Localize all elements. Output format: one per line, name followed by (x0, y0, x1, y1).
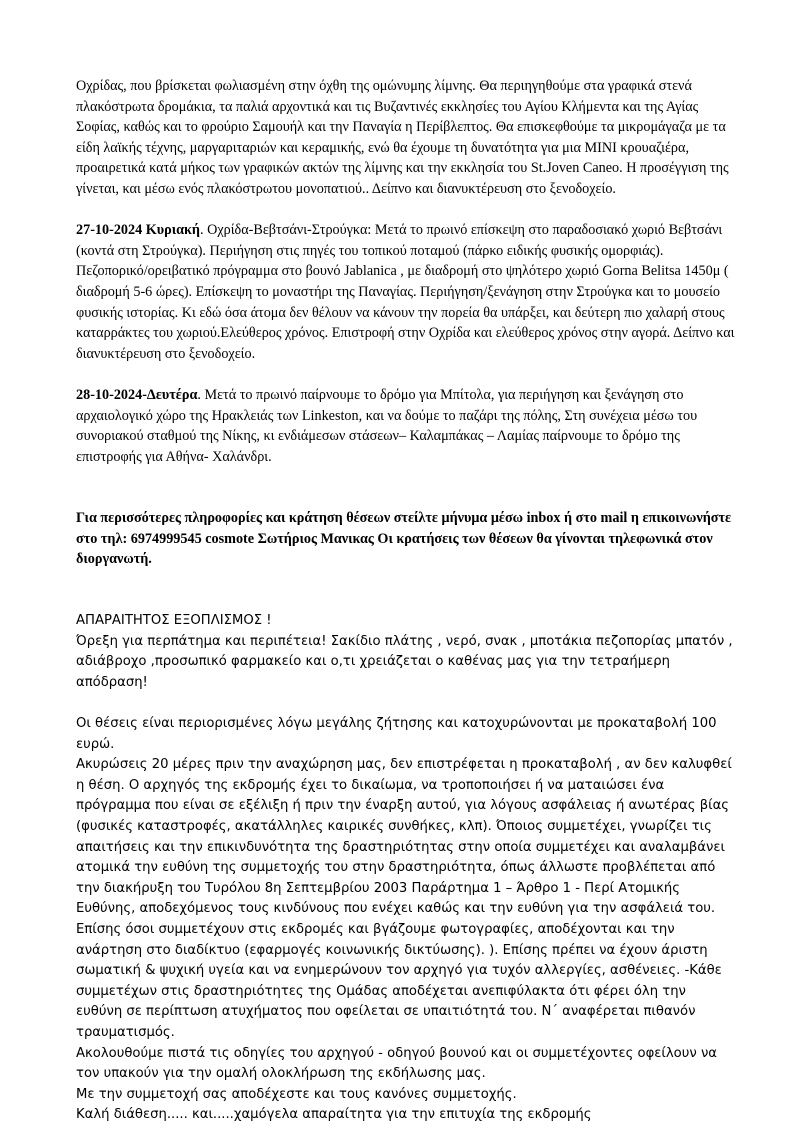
contact-paragraph (76, 508, 736, 570)
day2-date: 27-10-2024 Κυριακή (76, 222, 200, 239)
terms-accept: Με την συμμετοχή σας αποδέχεστε και τους κανόνες συμμετοχής. (76, 1086, 517, 1102)
day3-text: . Μετά το πρωινό παίρνουμε το δρόμο για Μπίτολα, για περιήγηση και ξενάγηση στο αρχαιολογικό χώρο της Ηρακλειάς των Linkeston, και να δούμε το παζάρι της πόλης, Στη συνέχεια μέσω του συνοριακού σταθμού της Νίκης, κι ενδιάμεσων στάσεων– Καλαμπάκας – Λαμίας παίρνουμε το δρόμο της επιστροφής για Αθήνα- Χαλάνδρι. (76, 386, 698, 465)
terms-cancellation: Ακυρώσεις 20 μέρες πριν την αναχώρηση μας, δεν επιστρέφεται η προκαταβολή , αν δεν καλυφθεί η θέση. Ο αρχηγός της εκδρομής έχει το δικαίωμα, να τροποποιήσει ή να ματαιώσει ένα πρόγραμμα που είναι σε εξέλιξη ή πριν την έναρξη αυτού, για λόγους ασφάλειας ή ανωτέρας βίας (φυσικές καταστροφές, ακατάλληλες καιρικές συνθήκες, κλπ). Όποιος συμμετέχει, γνωρίζει τις απαιτήσεις και την επικινδυνότητα της δραστηριότητας στην οποία συμμετέχει και αναλαμβάνει ατομικά την ευθύνη της συμμετοχής του στην δραστηριότητα, όπως άλλωστε προβλέπεται από την διακήρυξη του Τυρόλου 8η Σεπτεμβρίου 2003 Παράρτημα 1 – Άρθρο 1 - Περί Ατομικής Ευθύνης, αποδεχόμενος τους κινδύνους που ενέχει καθώς και την ευθύνη για την ασφάλειά του. Επίσης όσοι συμμετέχουν στις εκδρομές και βγάζουμε φωτογραφίες, αποδέχονται και την ανάρτηση στο διαδίκτυο (εφαρμογές κοινωνικής δικτύωσης). ). Επίσης πρέπει να έχουν άριστη σωματική & ψυχική υγεία και να ενημερώνουν τον αρχηγό για τυχόν αλλεργίες, ασθένειες. -Κάθε συμμετέχων στις δραστηριότητες της Ομάδας αποδέχεται ανεπιφύλακτα ότι φέρει όλη την ευθύνη σε περίπτωση ατυχήματος που οφείλεται σε υπαιτιότητά του. Ν΄ αναφέρεται πιθανόν τραυματισμός. (76, 757, 732, 1040)
day2-text: . Οχρίδα-Βεβτσάνι-Στρούγκα: Μετά το πρωινό επίσκεψη στο παραδοσιακό χωριό Βεβτσάνι (κοντά στη Στρούγκα). Περιήγηση στις πηγές του τοπικού ποταμού (πάρκο ειδικής φυσικής ομορφιάς). Πεζοπορικό/ορειβατικό πρόγραμμα στο βουνό Jablanica , με διαδρομή στο ψηλότερο χωριό Gorna Belitsa 1450μ ( διαδρομή 5-6 ώρες). Επίσκεψη το μοναστήρι της Παναγίας. Περιήγηση/ξενάγηση στην Στρούγκα και το μουσείο φυσικής ιστορίας. Κι εδώ όσα άτομα δεν θέλουν να κάνουν την πορεία θα υπάρξει, και δεύτερη πιο χαλαρή στους καταρράκτες του χωριού.Ελεύθερος χρόνος. Επιστροφή στην Οχρίδα και ελεύθερος χρόνος στην αγορά. Δείπνο και διανυκτέρευση στο ξενοδοχείο. (76, 222, 735, 362)
intro-paragraph: Οχρίδας, που βρίσκεται φωλιασμένη στην όχθη της ομώνυμης λίμνης. Θα περιηγηθούμε στα γραφικά στενά πλακόστρωτα δρομάκια, τα παλιά αρχοντικά και τις Βυζαντινές εκκλησίες του Αγίου Κλήμεντα και της Αγίας Σοφίας, καθώς και το φρούριο Σαμουήλ και την Παναγία η Περίβλεπτος. Θα επισκεφθούμε τα μικρομάγαζα με τα είδη λαϊκής τέχνης, μαργαριταριών και κεραμικής, ενώ θα έχουμε τη δυνατότητα για μια MINI κρουαζιέρα, προαιρετικά κατά μήκος των γραφικών ακτών της λίμνης και την εκκλησία του St.Joven Caneo. Η προσέγγιση της γίνεται, και μέσω ενός πλακόστρωτου μονοπατιού.. Δείπνο και διανυκτέρευση στο ξενοδοχείο. (76, 78, 729, 197)
terms-seats: Οι θέσεις είναι περιορισμένες λόγω μεγάλης ζήτησης και κατοχυρώνονται με προκαταβολή 100 ευρώ. (76, 716, 717, 752)
terms-closing: Καλή διάθεση..... και.....χαμόγελα απαραίτητα για την επιτυχία της εκδρομής (76, 1107, 592, 1123)
document-page (76, 76, 736, 1126)
terms-follow: Ακολουθούμε πιστά τις οδηγίες του αρχηγού - οδηγού βουνού και οι συμμετέχοντες οφείλουν να τον υπακούν για την ομαλή ολοκλήρωση της εκδήλωσης μας. (76, 1045, 717, 1082)
day3-date: 28-10-2024-Δευτέρα (76, 386, 198, 403)
day2-paragraph (76, 220, 736, 364)
day3-paragraph (76, 385, 736, 467)
equipment-text: Όρεξη για περπάτημα και περιπέτεια! Σακίδιο πλάτης , νερό, σνακ , μποτάκια πεζοπορίας μπατόν , αδιάβροχο ,προσωπικό φαρμακείο και ο,τι χρειάζεται ο καθένας μας για την τετραήμερη απόδραση! (76, 633, 733, 690)
contact-text: Για περισσότερες πληροφορίες και κράτηση θέσεων στείλτε μήνυμα μέσω inbox ή στο mail η επικοινωνήστε στο τηλ: 6974999545 cosmote Σωτήριος Μανικας Οι κρατήσεις των θέσεων θα γίνονται τηλεφωνικά στον διοργανωτή. (76, 510, 732, 568)
equipment-heading: ΑΠΑΡΑΙΤΗΤΟΣ ΕΞΟΠΛΙΣΜΟΣ ! (76, 613, 272, 629)
